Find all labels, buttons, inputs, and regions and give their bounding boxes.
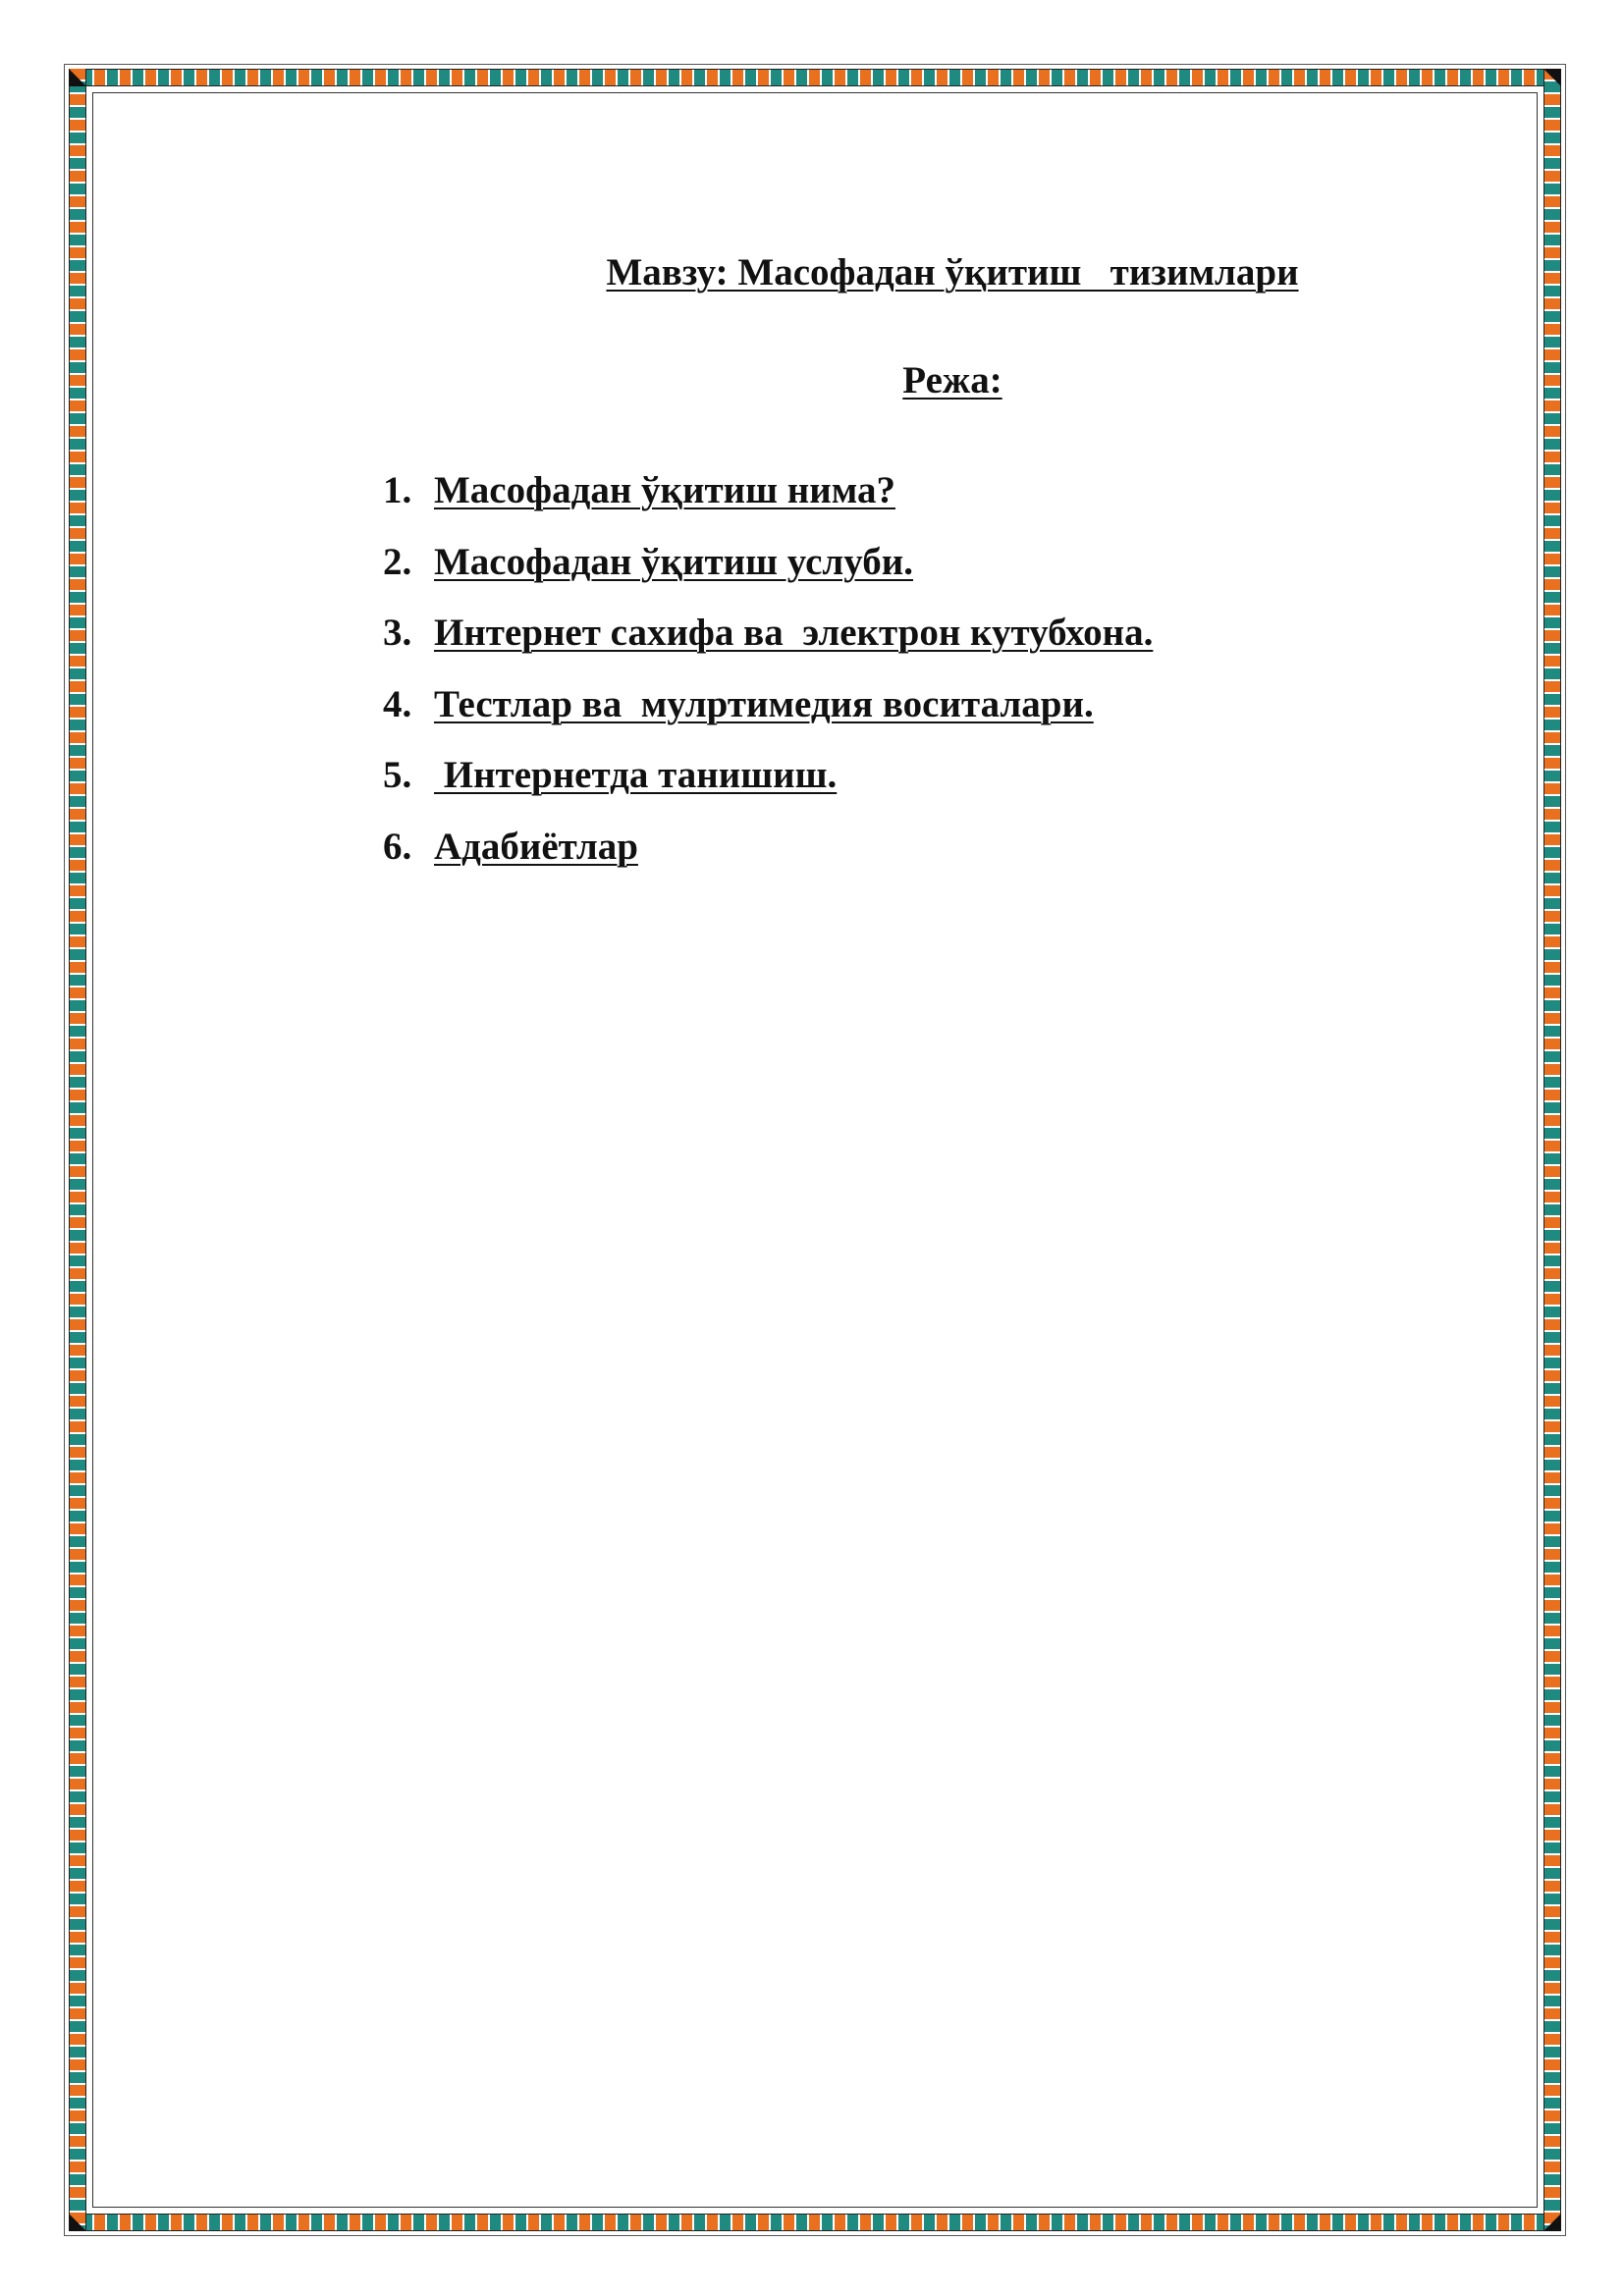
decorative-border-bottom [69, 2214, 1561, 2231]
plan-item-text: Масофадан ўқитиш нима? [434, 469, 896, 511]
document-page [92, 92, 1538, 2208]
plan-item-text: Интернетда танишиш. [434, 754, 838, 796]
plan-item-text: Интернет сахифа ва электрон кутубхона. [434, 612, 1154, 654]
plan-heading: Режа: [902, 359, 1002, 401]
plan-item [383, 825, 1153, 896]
decorative-border-left [69, 69, 86, 2231]
plan-item-text: Масофадан ўқитиш услуби. [434, 540, 913, 583]
document-title: Мавзу: Масофадан ўқитиш тизимлари [606, 251, 1299, 294]
decorative-border-right [1543, 69, 1561, 2231]
plan-item [383, 468, 1153, 540]
plan-item-number: 2. [383, 540, 412, 583]
plan-item-number: 3. [383, 612, 412, 654]
plan-item-number: 5. [383, 754, 412, 796]
plan-item-text: Адабиётлар [434, 825, 638, 868]
plan-item [383, 682, 1153, 754]
decorative-border-top [69, 69, 1561, 86]
plan-item-number: 6. [383, 825, 412, 868]
plan-item-number: 4. [383, 682, 412, 725]
plan-list [383, 468, 1153, 895]
plan-item-text: Тестлар ва мулртимедия воситалари. [434, 682, 1094, 725]
plan-item [383, 611, 1153, 682]
plan-item-number: 1. [383, 469, 412, 511]
plan-item [383, 540, 1153, 612]
plan-item [383, 753, 1153, 825]
